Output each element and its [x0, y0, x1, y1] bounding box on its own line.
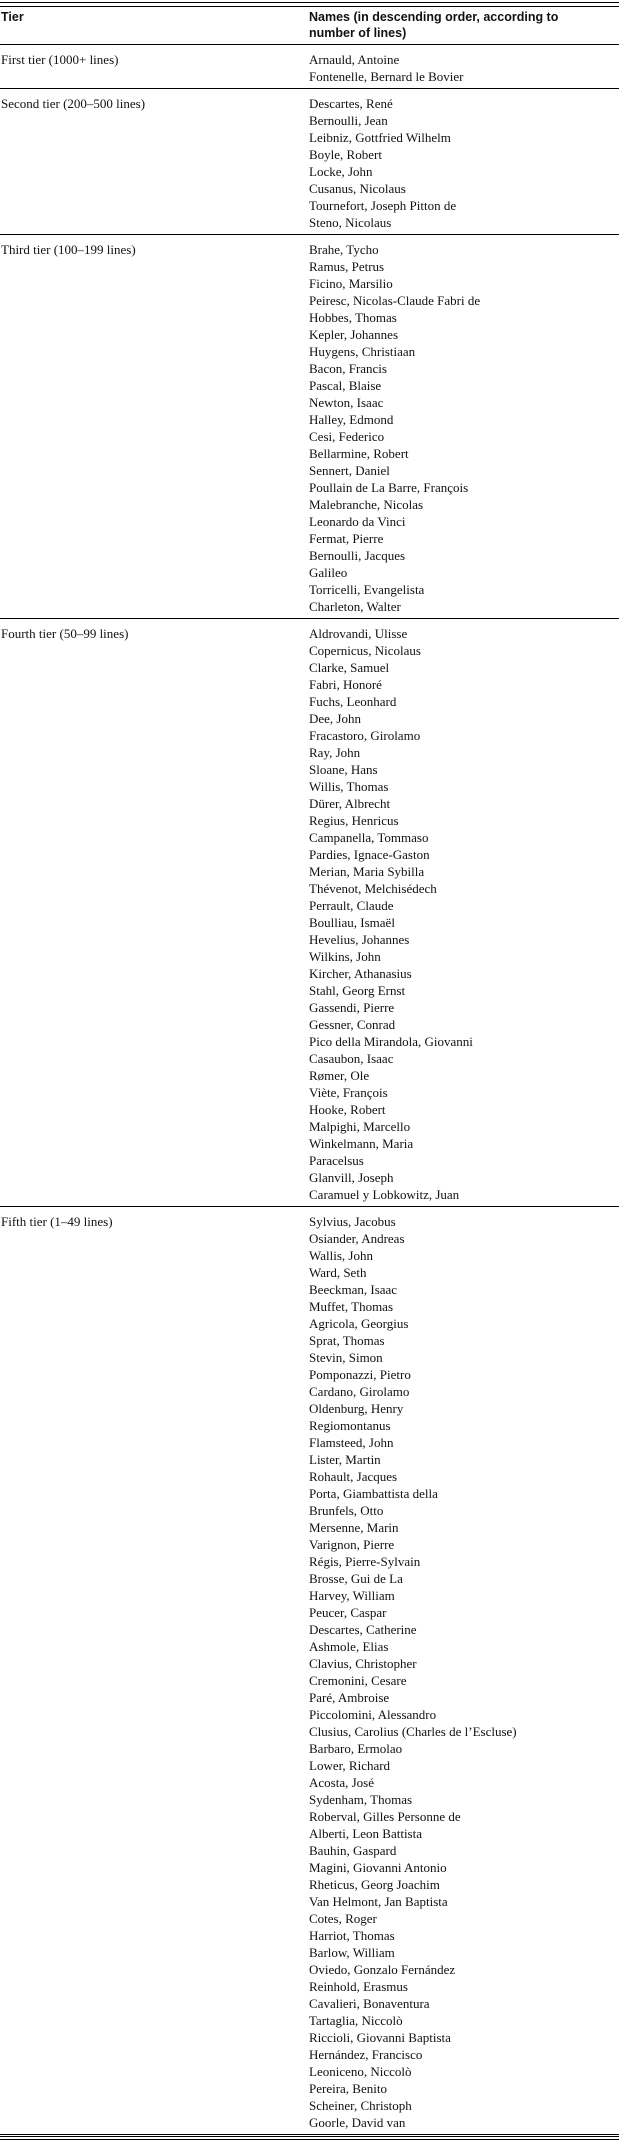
name-item: Brunfels, Otto: [309, 1503, 384, 1518]
header-names: Names (in descending order, according to number of lines): [309, 10, 559, 40]
tier-label: Second tier (200–500 lines): [1, 96, 146, 111]
name-item: Sydenham, Thomas: [309, 1792, 413, 1807]
name-item: Sloane, Hans: [309, 762, 378, 777]
name-item: Ficino, Marsilio: [309, 276, 393, 291]
name-item: Malebranche, Nicolas: [309, 497, 424, 512]
names-list: [309, 625, 619, 1203]
name-item: Perrault, Claude: [309, 898, 394, 913]
name-item: Pereira, Benito: [309, 2081, 387, 2096]
table-row: [0, 235, 619, 619]
name-item: Bernoulli, Jacques: [309, 548, 406, 563]
name-item: Kepler, Johannes: [309, 327, 399, 342]
name-item: Clusius, Carolius (Charles de l’Escluse): [309, 1724, 517, 1739]
name-item: Leonardo da Vinci: [309, 514, 406, 529]
name-item: Sennert, Daniel: [309, 463, 390, 478]
name-item: Muffet, Thomas: [309, 1299, 394, 1314]
name-item: Hobbes, Thomas: [309, 310, 397, 325]
name-item: Magini, Giovanni Antonio: [309, 1860, 447, 1875]
name-item: Acosta, José: [309, 1775, 374, 1790]
name-item: Rheticus, Georg Joachim: [309, 1877, 440, 1892]
name-item: Roberval, Gilles Personne de: [309, 1809, 461, 1824]
tier-label: Fourth tier (50–99 lines): [1, 626, 129, 641]
name-item: Harriot, Thomas: [309, 1928, 395, 1943]
name-item: Varignon, Pierre: [309, 1537, 395, 1552]
name-item: Ward, Seth: [309, 1265, 367, 1280]
name-item: Cavalieri, Bonaventura: [309, 1996, 430, 2011]
bottom-rule-double: [0, 2139, 619, 2140]
name-item: Cremonini, Cesare: [309, 1673, 407, 1688]
name-item: Barbaro, Ermolao: [309, 1741, 403, 1756]
name-item: Peucer, Caspar: [309, 1605, 387, 1620]
name-item: Dee, John: [309, 711, 361, 726]
name-item: Kircher, Athanasius: [309, 966, 412, 981]
table-row: [0, 45, 619, 89]
name-item: Régis, Pierre-Sylvain: [309, 1554, 421, 1569]
name-item: Stahl, Georg Ernst: [309, 983, 406, 998]
name-item: Viète, François: [309, 1085, 388, 1100]
table-row: [0, 619, 619, 1207]
name-item: Hooke, Robert: [309, 1102, 386, 1117]
name-item: Ray, John: [309, 745, 361, 760]
name-item: Lower, Richard: [309, 1758, 391, 1773]
name-item: Poullain de La Barre, François: [309, 480, 469, 495]
names-list: [309, 95, 619, 231]
name-item: Charleton, Walter: [309, 599, 401, 614]
tier-label: First tier (1000+ lines): [1, 52, 119, 67]
name-item: Fracastoro, Girolamo: [309, 728, 421, 743]
name-item: Campanella, Tommaso: [309, 830, 429, 845]
name-item: Copernicus, Nicolaus: [309, 643, 421, 658]
name-item: Cotes, Roger: [309, 1911, 377, 1926]
name-item: Riccioli, Giovanni Baptista: [309, 2030, 451, 2045]
name-item: Regiomontanus: [309, 1418, 391, 1433]
tier-label: Third tier (100–199 lines): [1, 242, 136, 257]
name-item: Winkelmann, Maria: [309, 1136, 414, 1151]
name-item: Dürer, Albrecht: [309, 796, 391, 811]
name-item: Agricola, Georgius: [309, 1316, 409, 1331]
name-item: Pardies, Ignace-Gaston: [309, 847, 430, 862]
name-item: Ramus, Petrus: [309, 259, 385, 274]
name-item: Leibniz, Gottfried Wilhelm: [309, 130, 451, 145]
name-item: Stevin, Simon: [309, 1350, 383, 1365]
name-item: Bauhin, Gaspard: [309, 1843, 397, 1858]
names-list: [309, 241, 619, 615]
tier-label: Fifth tier (1–49 lines): [1, 1214, 113, 1229]
name-item: Boulliau, Ismaël: [309, 915, 395, 930]
name-item: Cesi, Federico: [309, 429, 385, 444]
names-list: [309, 1213, 619, 2131]
table-body: [0, 45, 619, 2135]
name-item: Cardano, Girolamo: [309, 1384, 410, 1399]
name-item: Pico della Mirandola, Giovanni: [309, 1034, 473, 1049]
name-item: Clavius, Christopher: [309, 1656, 417, 1671]
name-item: Steno, Nicolaus: [309, 215, 392, 230]
name-item: Descartes, Catherine: [309, 1622, 417, 1637]
name-item: Goorle, David van: [309, 2115, 406, 2130]
name-item: Osiander, Andreas: [309, 1231, 405, 1246]
name-item: Willis, Thomas: [309, 779, 389, 794]
name-item: Lister, Martin: [309, 1452, 381, 1467]
names-list: [309, 51, 619, 85]
name-item: Thévenot, Melchisédech: [309, 881, 437, 896]
name-item: Wallis, John: [309, 1248, 373, 1263]
name-item: Harvey, William: [309, 1588, 395, 1603]
name-item: Fuchs, Leonhard: [309, 694, 397, 709]
name-item: Aldrovandi, Ulisse: [309, 626, 408, 641]
name-item: Fontenelle, Bernard le Bovier: [309, 69, 464, 84]
name-item: Paré, Ambroise: [309, 1690, 390, 1705]
name-item: Peiresc, Nicolas-Claude Fabri de: [309, 293, 481, 308]
name-item: Van Helmont, Jan Baptista: [309, 1894, 448, 1909]
name-item: Gassendi, Pierre: [309, 1000, 395, 1015]
name-item: Galileo: [309, 565, 348, 580]
name-item: Bacon, Francis: [309, 361, 387, 376]
name-item: Bellarmine, Robert: [309, 446, 409, 461]
name-item: Paracelsus: [309, 1153, 364, 1168]
name-item: Ashmole, Elias: [309, 1639, 389, 1654]
table-row: [0, 1207, 619, 2135]
name-item: Hevelius, Johannes: [309, 932, 410, 947]
name-item: Barlow, William: [309, 1945, 395, 1960]
name-item: Locke, John: [309, 164, 373, 179]
name-item: Caramuel y Lobkowitz, Juan: [309, 1187, 460, 1202]
name-item: Halley, Edmond: [309, 412, 394, 427]
name-item: Pascal, Blaise: [309, 378, 382, 393]
name-item: Brahe, Tycho: [309, 242, 379, 257]
table-header: [0, 3, 619, 45]
name-item: Boyle, Robert: [309, 147, 382, 162]
name-item: Rohault, Jacques: [309, 1469, 398, 1484]
name-item: Fabri, Honoré: [309, 677, 382, 692]
name-item: Oviedo, Gonzalo Fernández: [309, 1962, 456, 1977]
name-item: Cusanus, Nicolaus: [309, 181, 406, 196]
name-item: Descartes, René: [309, 96, 393, 111]
name-item: Oldenburg, Henry: [309, 1401, 404, 1416]
header-tier: Tier: [1, 10, 24, 24]
name-item: Reinhold, Erasmus: [309, 1979, 408, 1994]
name-item: Gessner, Conrad: [309, 1017, 396, 1032]
name-item: Huygens, Christiaan: [309, 344, 416, 359]
name-item: Fermat, Pierre: [309, 531, 384, 546]
name-item: Brosse, Gui de La: [309, 1571, 403, 1586]
name-item: Pomponazzi, Pietro: [309, 1367, 411, 1382]
name-item: Rømer, Ole: [309, 1068, 370, 1083]
name-item: Bernoulli, Jean: [309, 113, 388, 128]
name-item: Leoniceno, Niccolò: [309, 2064, 412, 2079]
name-item: Scheiner, Christoph: [309, 2098, 412, 2113]
name-item: Piccolomini, Alessandro: [309, 1707, 437, 1722]
name-item: Malpighi, Marcello: [309, 1119, 411, 1134]
name-item: Newton, Isaac: [309, 395, 384, 410]
name-item: Casaubon, Isaac: [309, 1051, 394, 1066]
name-item: Hernández, Francisco: [309, 2047, 423, 2062]
name-item: Flamsteed, John: [309, 1435, 394, 1450]
name-item: Tartaglia, Niccolò: [309, 2013, 403, 2028]
name-item: Porta, Giambattista della: [309, 1486, 438, 1501]
name-item: Arnauld, Antoine: [309, 52, 400, 67]
name-item: Clarke, Samuel: [309, 660, 390, 675]
name-item: Merian, Maria Sybilla: [309, 864, 425, 879]
bottom-rule: [0, 2136, 619, 2137]
name-item: Sprat, Thomas: [309, 1333, 385, 1348]
tiers-table: [0, 2, 619, 2135]
table-row: [0, 89, 619, 235]
name-item: Torricelli, Evangelista: [309, 582, 425, 597]
name-item: Wilkins, John: [309, 949, 381, 964]
name-item: Glanvill, Joseph: [309, 1170, 394, 1185]
name-item: Regius, Henricus: [309, 813, 399, 828]
name-item: Alberti, Leon Battista: [309, 1826, 423, 1841]
name-item: Tournefort, Joseph Pitton de: [309, 198, 457, 213]
name-item: Beeckman, Isaac: [309, 1282, 398, 1297]
name-item: Sylvius, Jacobus: [309, 1214, 396, 1229]
name-item: Mersenne, Marin: [309, 1520, 399, 1535]
